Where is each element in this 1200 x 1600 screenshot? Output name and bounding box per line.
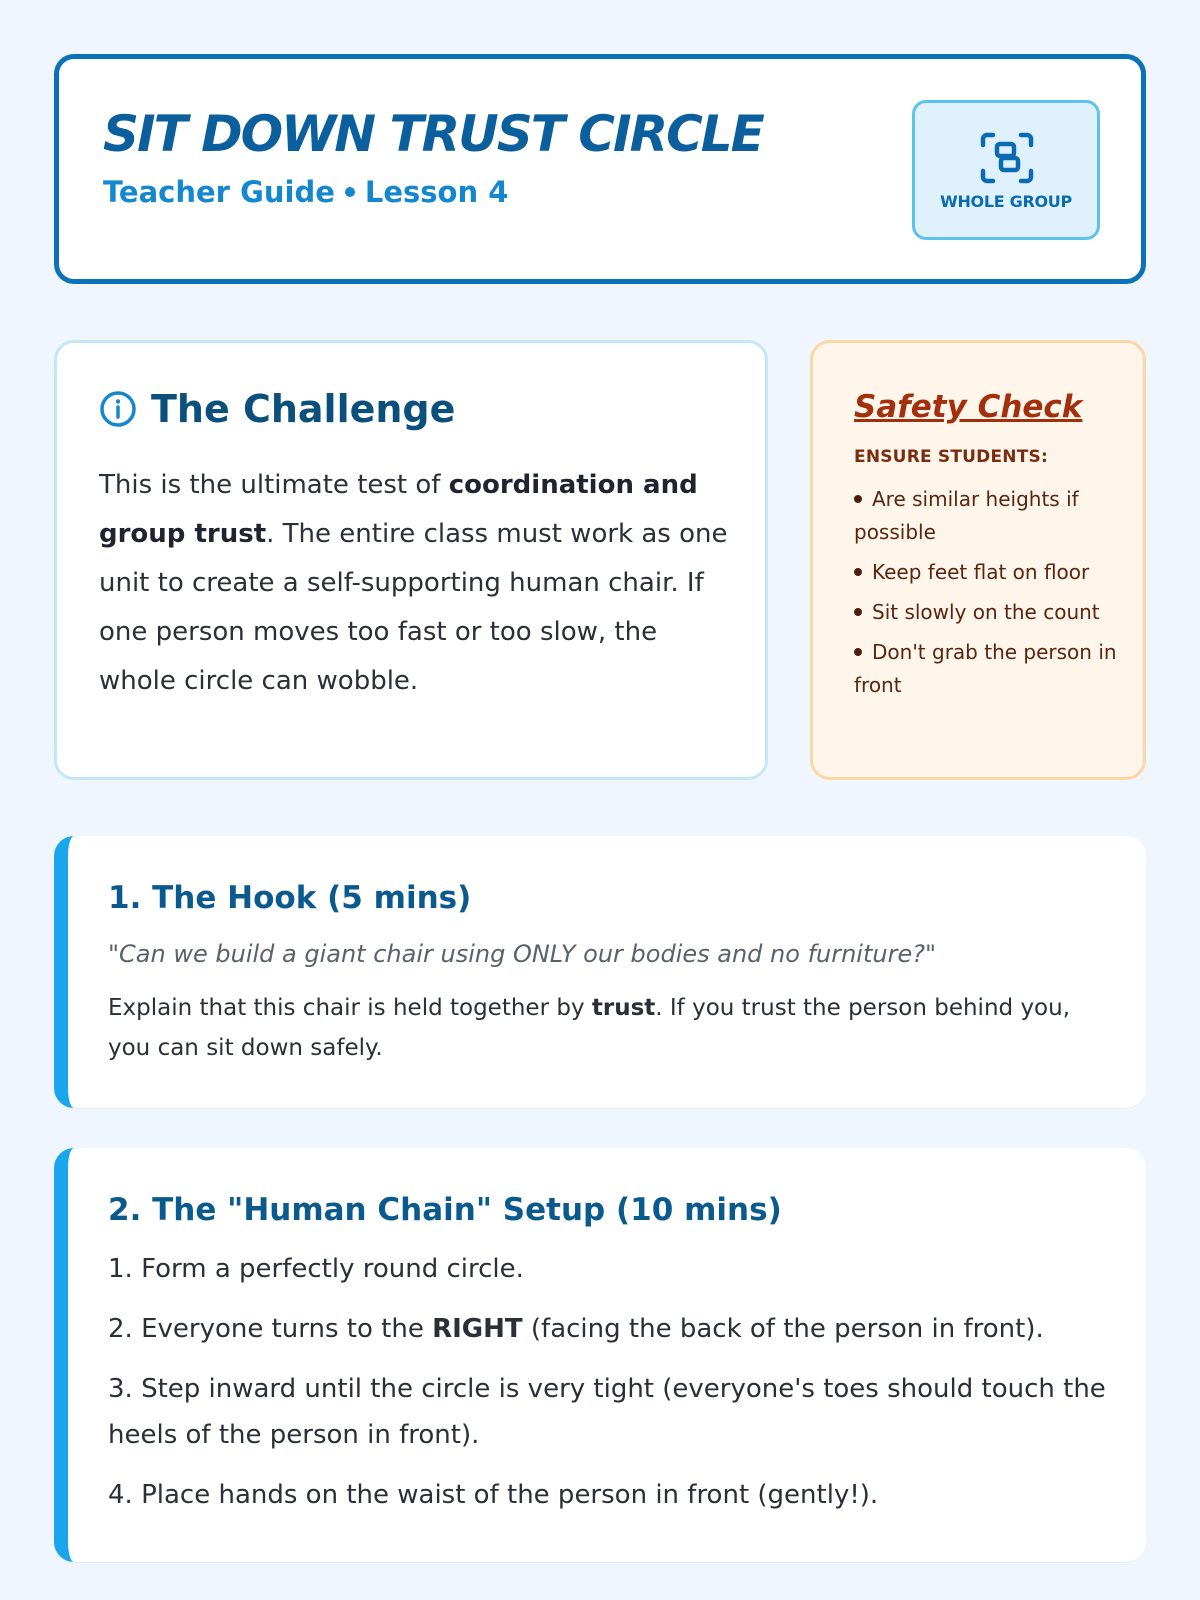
instruction-item [108, 1306, 1108, 1352]
step-text: Explain that this chair is held together by [108, 995, 592, 1021]
subtitle-lesson: Lesson 4 [364, 175, 509, 209]
challenge-text: This is the ultimate test of [99, 470, 449, 500]
bullet-dot [854, 608, 862, 616]
bullet-dot [345, 187, 355, 197]
challenge-card [54, 340, 768, 780]
step-quote: "Can we build a giant chair using ONLY our bodies and no furniture?" [108, 940, 936, 968]
instruction-text: 2. Everyone turns to the [108, 1314, 433, 1344]
safety-item-text: Sit slowly on the count [872, 600, 1100, 624]
instruction-text: 1. Form a perfectly round circle. [108, 1254, 524, 1284]
bullet-dot [854, 568, 862, 576]
setup-instructions-list [108, 1246, 1108, 1532]
safety-title: Safety Check [854, 389, 1083, 425]
safety-item [854, 636, 1122, 702]
page-title: SIT DOWN TRUST CIRCLE [103, 105, 763, 163]
bullet-dot [854, 495, 862, 503]
instruction-item [108, 1472, 1108, 1518]
safety-item-text: Are similar heights if possible [854, 487, 1079, 544]
instruction-text-cont: (facing the back of the person in front). [522, 1314, 1044, 1344]
step-card-hook [54, 836, 1146, 1108]
safety-list [854, 483, 1122, 709]
safety-item [854, 556, 1122, 589]
group-focus-icon [977, 129, 1037, 187]
challenge-text-cont: . The entire class must work as one unit to create a self-supporting human chair. If one person moves too fast or too slow, the whole circle can wobble. [99, 519, 728, 696]
safety-item [854, 596, 1122, 629]
safety-item [854, 483, 1122, 549]
safety-item-text: Don't grab the person in front [854, 640, 1117, 697]
step-card-setup [54, 1148, 1146, 1562]
step-emphasis: trust [591, 995, 656, 1021]
step-text-cont: . If you trust the person behind you, you can sit down safely. [108, 995, 1071, 1061]
badge-label: WHOLE GROUP [940, 192, 1072, 211]
instruction-text: 4. Place hands on the waist of the person in front (gently!). [108, 1480, 879, 1510]
challenge-heading [99, 387, 455, 431]
step-description [108, 988, 1108, 1068]
info-icon [99, 390, 137, 428]
instruction-item [108, 1366, 1108, 1458]
instruction-emphasis: RIGHT [432, 1314, 523, 1344]
safety-subheading: ENSURE STUDENTS: [854, 447, 1048, 467]
challenge-title: The Challenge [151, 387, 456, 431]
subtitle-guide: Teacher Guide [103, 175, 335, 209]
challenge-description [99, 461, 739, 706]
whole-group-badge [912, 100, 1100, 240]
instruction-text: 3. Step inward until the circle is very tight (everyone's toes should touch the heels of the person in front). [108, 1374, 1106, 1450]
safety-item-text: Keep feet flat on floor [872, 560, 1090, 584]
page-subtitle [103, 175, 508, 209]
header-card [54, 54, 1146, 284]
instruction-item [108, 1246, 1108, 1292]
step-title: 2. The "Human Chain" Setup (10 mins) [108, 1192, 782, 1228]
step-title: 1. The Hook (5 mins) [108, 880, 472, 916]
bullet-dot [854, 648, 862, 656]
challenge-emphasis: coordination and group trust [99, 470, 698, 549]
safety-check-card [810, 340, 1146, 780]
